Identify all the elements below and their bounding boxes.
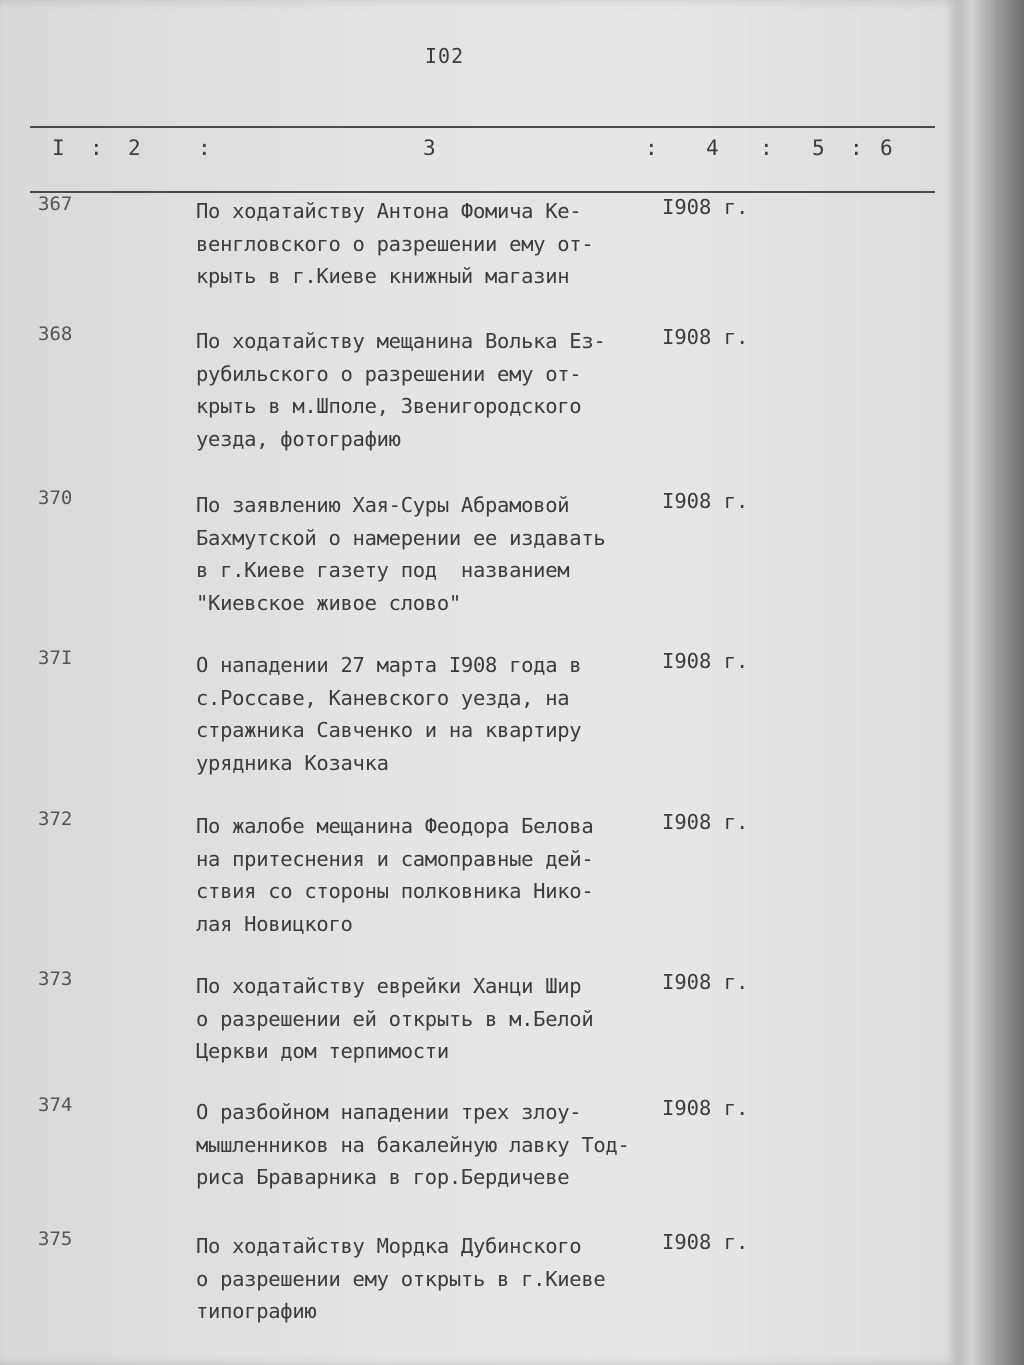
entry-description-line: Церкви дом терпимости <box>196 1039 449 1063</box>
entry-description-line: По ходатайству Мордка Дубинского <box>196 1234 582 1258</box>
entry-year: I908 г. <box>662 195 749 219</box>
column-separator: : <box>850 136 863 160</box>
entry-description <box>196 325 666 455</box>
entry-description <box>196 1230 666 1328</box>
entry-description-line: урядника Козачка <box>196 750 389 775</box>
entry-description-line: типографию <box>196 1299 317 1323</box>
entry-description-line: венгловского о разрешении ему от- <box>196 231 594 256</box>
entry-year: I908 г. <box>662 489 749 513</box>
entry-description <box>196 195 666 293</box>
entry-description-line: "Киевское живое слово" <box>196 590 461 615</box>
entry-description-line: крыть в г.Киеве книжный магазин <box>196 264 570 288</box>
column-separator: : <box>760 136 773 160</box>
header-rule-bottom <box>30 191 935 193</box>
entry-number: 367 <box>38 193 73 215</box>
entry-year: I908 г. <box>662 1096 749 1120</box>
entry-description-line: По ходатайству еврейки Ханци Шир <box>196 974 582 998</box>
column-header-1: I <box>52 136 65 160</box>
entry-description-line: с.Россаве, Каневского уезда, на <box>196 685 570 710</box>
column-header-2: 2 <box>128 136 141 160</box>
entry-year: I908 г. <box>662 325 749 349</box>
entry-description-line: Бахмутской о намерении ее издавать <box>196 525 606 550</box>
entry-number: 373 <box>38 968 73 990</box>
column-separator: : <box>645 136 658 160</box>
entry-description-line: в г.Киеве газету под названием <box>196 558 570 582</box>
header-rule-top <box>30 126 935 128</box>
column-header-4: 4 <box>706 136 719 160</box>
entry-description-line: О нападении 27 марта I908 года в <box>196 653 582 677</box>
entry-description <box>196 1096 666 1194</box>
entry-description-line: лая Новицкого <box>196 911 353 936</box>
entry-description-line: По жалобе мещанина Феодора Белова <box>196 814 594 838</box>
entry-description-line: о разрешении ему открыть в г.Киеве <box>196 1266 606 1291</box>
entry-number: 375 <box>38 1228 73 1250</box>
entry-description <box>196 649 666 779</box>
entry-number: 370 <box>38 487 73 509</box>
entry-description-line: рубильского о разрешении ему от- <box>196 361 582 386</box>
entry-year: I908 г. <box>662 1230 749 1254</box>
entry-description-line: крыть в м.Шполе, Звенигородского <box>196 394 582 418</box>
entry-description-line: стражника Савченко и на квартиру <box>196 718 582 742</box>
entry-year: I908 г. <box>662 649 749 673</box>
entry-description-line: о разрешении ей открыть в м.Белой <box>196 1006 594 1031</box>
entry-description <box>196 489 666 619</box>
column-separator: : <box>90 136 103 160</box>
column-separator: : <box>198 136 211 160</box>
entry-year: I908 г. <box>662 970 749 994</box>
column-header-3: 3 <box>423 136 436 160</box>
entry-description <box>196 810 666 940</box>
entry-description-line: мышленников на бакалейную лавку Тод- <box>196 1132 630 1157</box>
entry-description <box>196 970 666 1068</box>
entry-year: I908 г. <box>662 810 749 834</box>
entry-number: 374 <box>38 1094 73 1116</box>
column-header-6: 6 <box>880 136 893 160</box>
entry-description-line: уезда, фотографию <box>196 426 401 451</box>
column-header-5: 5 <box>812 136 825 160</box>
entry-number: 368 <box>38 323 73 345</box>
entry-number: 37I <box>38 647 73 669</box>
adjacent-page-edge <box>958 0 1024 1365</box>
entry-description-line: ствия со стороны полковника Нико- <box>196 879 594 903</box>
entry-description-line: на притеснения и самоправные дей- <box>196 846 594 871</box>
entry-description-line: О разбойном нападении трех злоу- <box>196 1100 582 1124</box>
entry-description-line: По ходатайству мещанина Волька Ез- <box>196 329 606 353</box>
entry-description-line: По ходатайству Антона Фомича Ке- <box>196 199 582 223</box>
entry-description-line: риса Браварника в гор.Бердичеве <box>196 1165 570 1189</box>
page-number: I02 <box>425 44 465 68</box>
entry-description-line: По заявлению Хая-Суры Абрамовой <box>196 493 570 517</box>
entry-number: 372 <box>38 808 73 830</box>
